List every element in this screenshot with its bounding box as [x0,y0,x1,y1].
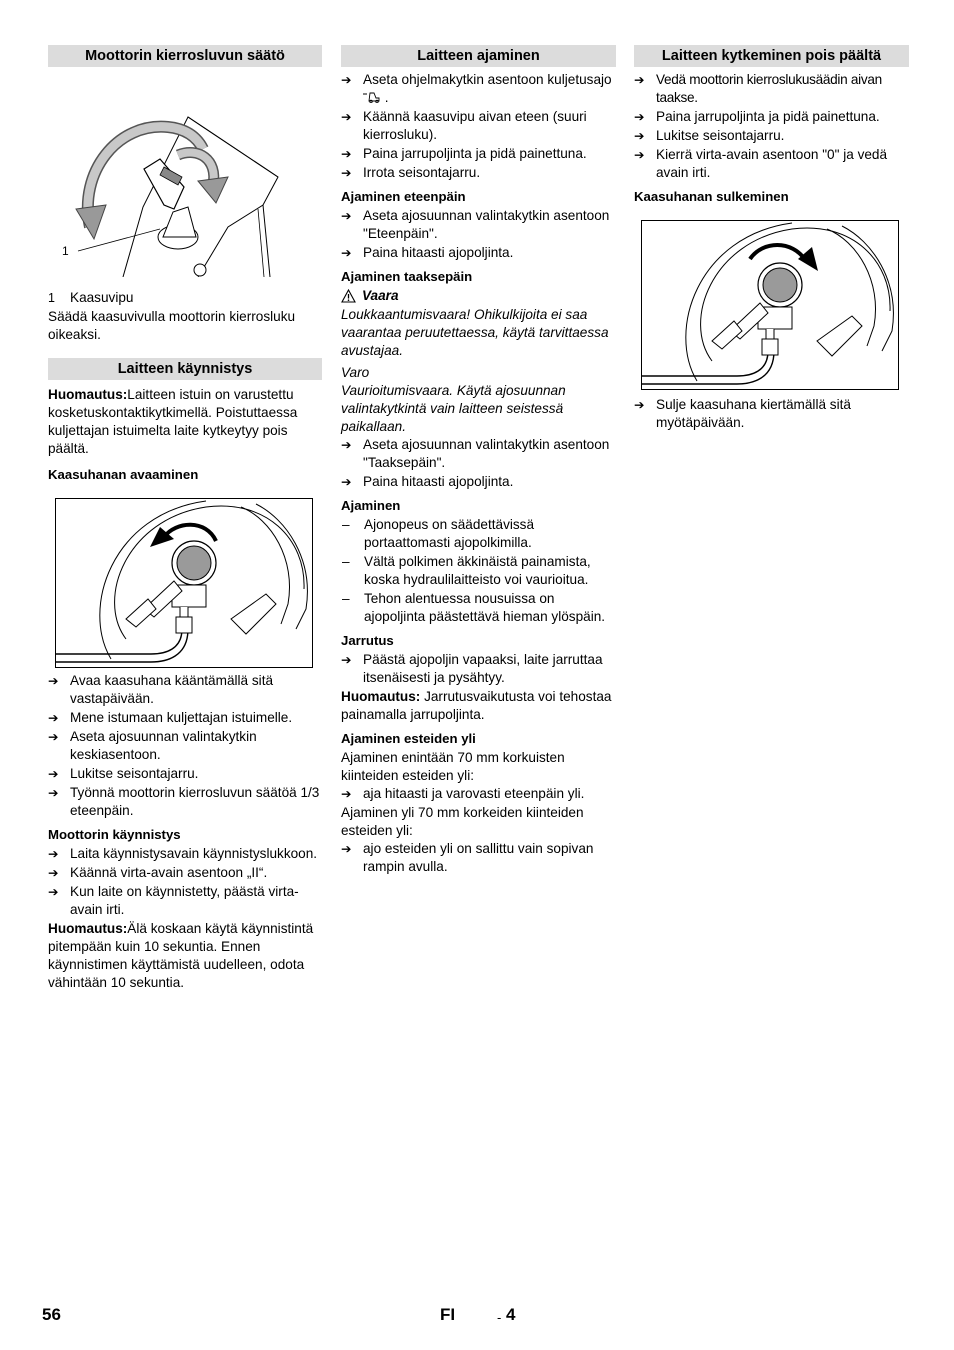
step-item: ➔ Aseta ohjelmakytkin asentoon kuljetusajo . [341,72,612,105]
note-label: Huomautus: [48,387,128,402]
section-header-start: Laitteen käynnistys [48,358,322,380]
step-item: ➔ Sulje kaasuhana kiertämällä sitä myötäpäivään. [634,397,851,430]
paragraph-obstacles-low: Ajaminen enintään 70 mm korkuisten kiinteiden esteiden yli: [341,750,565,783]
step-item: ➔ Paina hitaasti ajopoljinta. [341,245,514,260]
column-2 [341,45,616,877]
language-code: FI [440,1305,456,1324]
section-header-driving: Laitteen ajaminen [341,45,616,67]
arrow-right-icon: ➔ [48,866,59,880]
note-starter [48,920,322,992]
column-3 [634,45,909,433]
arrow-right-icon: ➔ [634,129,645,143]
paragraph-speed-adjust: Säädä kaasuvivulla moottorin kierrosluku oikeaksi. [48,309,296,342]
steps-reverse [341,436,616,491]
figure-callout-1: 1 [62,244,69,258]
arrow-right-icon: ➔ [341,110,352,124]
subheading-driving-general: Ajaminen [341,498,401,513]
step-item: ➔ Paina hitaasti ajopoljinta. [341,474,514,489]
step-item: ➔ Paina jarrupoljinta ja pidä painettuna. [341,146,587,161]
arrow-right-icon: ➔ [341,166,352,180]
note-seat-contact [48,386,322,458]
arrow-right-icon: ➔ [341,475,352,489]
arrow-right-icon: ➔ [634,148,645,162]
arrow-right-icon: ➔ [341,438,352,452]
page-number: 56 [42,1305,61,1324]
step-item: ➔ Mene istumaan kuljettajan istuimelle. [48,710,293,725]
note-text: Laitteen istuin on varustettu kosketuskontaktikytkimellä. Poistuttaessa kuljettajan istuimelta laite kytkeytyy pois päältä. [48,387,298,456]
legend-number: 1 [48,291,55,305]
subheading-engine-start: Moottorin käynnistys [48,827,181,842]
note-text: Jarrutusvaikutusta voi tehostaa painamalla jarrupoljinta. [341,689,612,722]
subheading-forward: Ajaminen eteenpäin [341,189,466,204]
step-item: ➔ Aseta ajosuunnan valintakytkin asentoon "Eteenpäin". [341,208,610,241]
steps-forward [341,207,616,262]
subheading-braking: Jarrutus [341,633,394,648]
arrow-right-icon: ➔ [48,730,59,744]
transport-mode-icon [363,91,381,103]
step-item: ➔ Kun laite on käynnistetty, päästä virta-avain irti. [48,884,299,917]
steps-open-gas [48,672,322,820]
throttle-lever-figure [48,77,322,277]
step-item: ➔ Päästä ajopoljin vapaaksi, laite jarruttaa itsenäisesti ja pysähtyy. [341,652,603,685]
section-header-speed-control: Moottorin kierrosluvun säätö [48,45,322,67]
warning-text: Loukkaantumisvaara! Ohikulkijoita ei saa vaarantaa peruutettaessa, käytä tarvittaessa avustajaa. [341,307,609,358]
step-item: ➔ Lukitse seisontajarru. [48,766,199,781]
step-item: ➔ Työnnä moottorin kierrosluvun säätöä 1/3 eteenpäin. [48,785,320,818]
note-braking [341,688,616,724]
warning-label: Vaara [362,288,399,303]
section-header-shutdown: Laitteen kytkeminen pois päältä [634,45,909,67]
section-number: 4 [506,1305,516,1324]
note-label: Huomautus: [341,689,421,704]
dash-item: – Vältä polkimen äkkinäistä painamista, koska hydraulilaitteisto voi vaurioitua. [342,554,591,587]
step-item: ➔ Lukitse seisontajarru. [634,128,785,143]
arrow-right-icon: ➔ [48,885,59,899]
step-item: ➔ Aseta ajosuunnan valintakytkin keskiasentoon. [48,729,257,762]
warning-heading [341,287,616,305]
arrow-right-icon: ➔ [48,767,59,781]
arrow-right-icon: ➔ [341,246,352,260]
caution-label: Varo [341,365,370,380]
step-item: ➔ aja hitaasti ja varovasti eteenpäin yli. [341,786,585,801]
step-item: ➔ Käännä kaasuvipu aivan eteen (suuri kierrosluku). [341,109,587,142]
step-item: ➔ Laita käynnistysavain käynnistyslukkoon. [48,846,318,861]
arrow-right-icon: ➔ [48,786,59,800]
arrow-right-icon: ➔ [48,847,59,861]
subheading-reverse: Ajaminen taaksepäin [341,269,473,284]
arrow-right-icon: ➔ [341,73,352,87]
dash-item: – Ajonopeus on säädettävissä portaattomasti ajopolkimilla. [342,517,535,550]
arrow-right-icon: ➔ [341,787,352,801]
arrow-right-icon: ➔ [341,653,352,667]
warning-triangle-icon [341,289,356,303]
step-item: ➔ Käännä virta-avain asentoon „II“. [48,865,268,880]
subheading-open-gas-valve: Kaasuhanan avaaminen [48,467,199,482]
caution-text: Vaurioitumisvaara. Käytä ajosuunnan valintakytkintä vain laitteen seistessä paikallaan. [341,383,566,434]
legend-label: Kaasuvipu [70,290,134,305]
step-item: ➔ Paina jarrupoljinta ja pidä painettuna. [634,109,880,124]
subheading-close-gas-valve: Kaasuhanan sulkeminen [634,189,789,204]
step-item: ➔ Avaa kaasuhana kääntämällä sitä vastapäivään. [48,673,274,706]
subheading-obstacles: Ajaminen esteiden yli [341,731,476,746]
arrow-right-icon: ➔ [634,110,645,124]
step-item: ➔ Vedä moottorin kierroslukusäädin aivan taakse. [634,72,882,105]
steps-driving [341,71,616,182]
arrow-right-icon: ➔ [634,73,645,87]
step-item: ➔ Kierrä virta-avain asentoon "0" ja vedä avain irti. [634,147,888,180]
note-text: Älä koskaan käytä käynnistintä pitempään kuin 10 sekuntia. Ennen käynnistimen käyttämistä uudelleen, odota vähintään 10 sekuntia. [48,921,314,990]
step-item: ➔ Aseta ajosuunnan valintakytkin asentoon "Taaksepäin". [341,437,610,470]
dash-item: – Tehon alentuessa nousuissa on ajopoljinta päästettävä hieman ylöspäin. [342,591,606,624]
gas-valve-open-figure [55,498,313,668]
dash-list [341,516,616,626]
steps-engine-start [48,845,322,919]
arrow-right-icon: ➔ [634,398,645,412]
footer-separator: - [497,1310,502,1325]
column-1 [48,45,322,992]
arrow-right-icon: ➔ [341,842,352,856]
gas-valve-close-figure [641,220,899,390]
steps-shutdown [634,71,909,182]
paragraph-obstacles-high: Ajaminen yli 70 mm korkeiden kiinteiden esteiden yli: [341,805,584,838]
step-item: ➔ Irrota seisontajarru. [341,165,481,180]
step-item: ➔ ajo esteiden yli on sallittu vain sopivan rampin avulla. [341,841,594,874]
arrow-right-icon: ➔ [48,674,59,688]
note-label: Huomautus: [48,921,128,936]
arrow-right-icon: ➔ [341,147,352,161]
arrow-right-icon: ➔ [341,209,352,223]
figure-legend [48,289,322,307]
arrow-right-icon: ➔ [48,711,59,725]
